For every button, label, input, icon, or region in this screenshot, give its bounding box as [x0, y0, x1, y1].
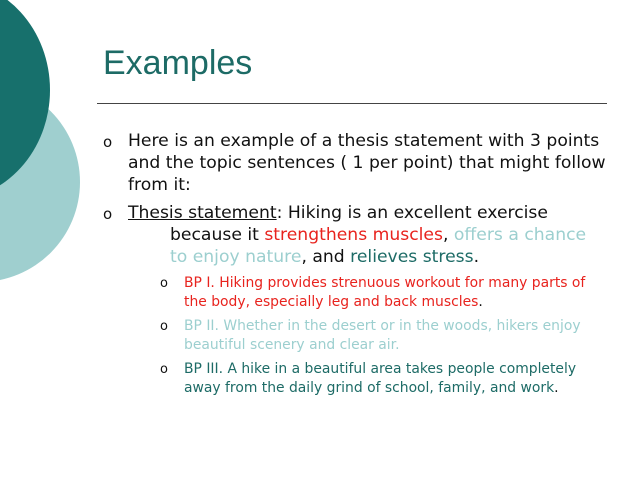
thesis-end: . — [473, 247, 480, 267]
slide-content — [103, 130, 608, 403]
bullet-marker-icon: o — [160, 276, 168, 291]
thesis-sep-1: , — [442, 225, 454, 245]
body-paragraph-3 — [160, 360, 608, 398]
bullet-marker-icon: o — [103, 205, 113, 223]
body-paragraph-1 — [160, 274, 608, 312]
bullet-marker-icon: o — [160, 319, 168, 334]
bullet-marker-icon: o — [160, 362, 168, 377]
bullet-thesis — [103, 202, 608, 268]
thesis-text-2: because it — [170, 225, 265, 245]
body-paragraph-list — [160, 274, 608, 398]
body-paragraph-1-text: BP I. Hiking provides strenuous workout for many parts of the body, especially leg and back muscles — [184, 275, 586, 310]
thesis-text-1: : Hiking is an excellent exercise — [276, 203, 548, 223]
thesis-point-2: offers a chance to enjoy nature — [170, 225, 587, 267]
body-paragraph-2 — [160, 317, 608, 355]
body-paragraph-3-text: BP III. A hike in a beautiful area takes people completely away from the daily grind of school, family, and work — [184, 361, 577, 396]
bullet-marker-icon: o — [103, 133, 113, 151]
slide-title: Examples — [103, 44, 253, 82]
thesis-label: Thesis statement — [128, 203, 277, 223]
body-paragraph-3-end: . — [554, 380, 559, 396]
body-paragraph-1-end: . — [478, 294, 483, 310]
bullet-intro-text: Here is an example of a thesis statement with 3 points and the topic sentences ( 1 per point) that might follow from it: — [128, 131, 606, 195]
thesis-sep-2: , and — [301, 247, 351, 267]
thesis-point-1: strengthens muscles — [264, 225, 443, 245]
title-divider — [97, 103, 607, 104]
bullet-intro — [103, 130, 608, 196]
thesis-point-3: relieves stress — [350, 247, 474, 267]
body-paragraph-2-text: BP II. Whether in the desert or in the woods, hikers enjoy beautiful scenery and clear air. — [184, 318, 581, 353]
